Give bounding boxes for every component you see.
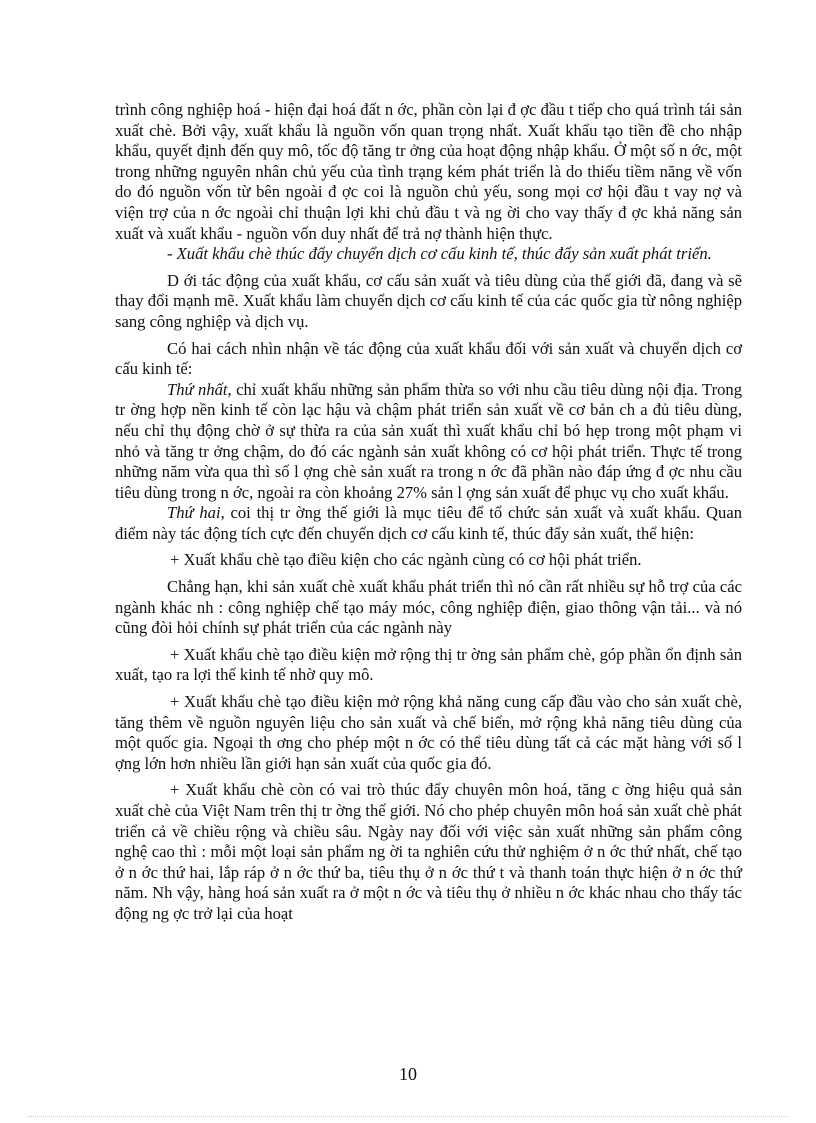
bullet-paragraph: + Xuất khẩu chè tạo điều kiện cho các ngành cùng có cơ hội phát triển. [170, 550, 642, 570]
paragraph-text: , chỉ xuất khẩu những sản phẩm thừa so với nhu cầu tiêu dùng nội địa. Trong tr ờng hợp nền kinh tế còn lạc hậu và chậm phát triển sản xuất về cơ bản ch a đủ tiêu dùng, nếu chỉ thụ động chờ ở sự thừa ra của sản xuất thì xuất khẩu chỉ bó hẹp trong một phạm vi nhỏ và tăng tr ởng chậm, do đó các ngành sản xuất không có cơ hội phát triển. Thực tế trong những năm vừa qua thì số l ợng chè sản xuất ra trong n ớc đã phần nào đáp ứng đ ợc nhu cầu tiêu dùng trong n ớc, ngoài ra còn khoảng 27% sản l ợng sản xuất để phục vụ cho xuất khẩu. [115, 379, 742, 502]
paragraph: trình công nghiệp hoá - hiện đại hoá đất n ớc, phần còn lại đ ợc đầu t tiếp cho quá trình tái sản xuất chè. Bởi vậy, xuất khẩu là nguồn vốn quan trọng nhất. Xuất khẩu tạo tiền đề cho nhập khẩu, quyết định đến quy mô, tốc độ tăng tr ởng của hoạt động nhập khẩu. Ở một số n ớc, một trong những nguyên nhân chủ yếu của tình trạng kém phát triển là do thiếu tiềm năng về vốn do đó nguồn vốn từ bên ngoài đ ợc coi là nguồn chủ yếu, song mọi cơ hội đầu t vay nợ và viện trợ của n ớc ngoài chỉ thuận lợi khi chủ đầu t và ng ời cho vay thấy đ ợc khả năng sản xuất và xuất khẩu - nguồn vốn duy nhất để trả nợ thành hiện thực. [115, 100, 742, 243]
bullet-paragraph: + Xuất khẩu chè tạo điều kiện mở rộng thị tr ờng sản phẩm chè, góp phần ổn định sản xuất, tạo ra lợi thế kinh tế nhờ quy mô. [115, 644, 742, 685]
body-text [115, 100, 742, 925]
paragraph: Có hai cách nhìn nhận về tác động của xuất khẩu đối với sản xuất và chuyển dịch cơ cấu kinh tế: [115, 338, 742, 379]
bottom-divider [28, 1116, 788, 1117]
paragraph-lead: Thứ nhất [167, 379, 228, 399]
bullet-paragraph: + Xuất khẩu chè tạo điều kiện mở rộng khả năng cung cấp đầu vào cho sản xuất chè, tăng thêm về nguồn nguyên liệu cho sản xuất và chế biến, mở rộng khả năng tiêu dùng của một quốc gia. Ngoại th ơng cho phép một n ớc có thể tiêu dùng tất cả các mặt hàng với số l ợng lớn hơn nhiều lần giới hạn sản xuất của quốc gia đó. [115, 692, 742, 773]
paragraph-text: , coi thị tr ờng thế giới là mục tiêu để tổ chức sản xuất và xuất khẩu. Quan điểm này tác động tích cực đến chuyển dịch cơ cấu kinh tế, thúc đẩy sản xuất, thể hiện: [115, 503, 742, 543]
paragraph [115, 503, 742, 544]
section-heading: - Xuất khẩu chè thúc đẩy chuyển dịch cơ cấu kinh tế, thúc đẩy sản xuất phát triển. [167, 244, 712, 264]
page-number: 10 [399, 1064, 417, 1084]
bullet-paragraph: + Xuất khẩu chè còn có vai trò thúc đẩy chuyên môn hoá, tăng c ờng hiệu quả sản xuất chè của Việt Nam trên thị tr ờng thế giới. Nó cho phép chuyên môn hoá sản xuất chè phát triển cả về chiều rộng và chiều sâu. Ngày nay đối với việc sản xuất những sản phẩm công nghệ cao thì : mỗi một loại sản phẩm ng ời ta nghiên cứu thử nghiệm ở n ớc thứ nhất, chế tạo ở n ớc thứ hai, lắp ráp ở n ớc thứ ba, tiêu thụ ở n ớc thứ t và thanh toán thực hiện ở n ớc thứ năm. Nh vậy, hàng hoá sản xuất ra ở một n ớc và tiêu thụ ở nhiều n ớc khác nhau cho thấy tác động ng ợc trở lại của hoạt [115, 780, 742, 923]
paragraph: D ới tác động của xuất khẩu, cơ cấu sản xuất và tiêu dùng của thế giới đã, đang và sẽ thay đổi mạnh mẽ. Xuất khẩu làm chuyển dịch cơ cấu kinh tế của các quốc gia từ nông nghiệp sang công nghiệp và dịch vụ. [115, 270, 742, 331]
paragraph [115, 380, 742, 504]
paragraph: Chẳng hạn, khi sản xuất chè xuất khẩu phát triển thì nó cần rất nhiều sự hỗ trợ của các ngành khác nh : công nghiệp chế tạo máy móc, công nghiệp điện, giao thông vận tải... và nó cũng đòi hỏi chính sự phát triển của các ngành này [115, 577, 742, 638]
paragraph-lead: Thứ hai [167, 503, 221, 523]
